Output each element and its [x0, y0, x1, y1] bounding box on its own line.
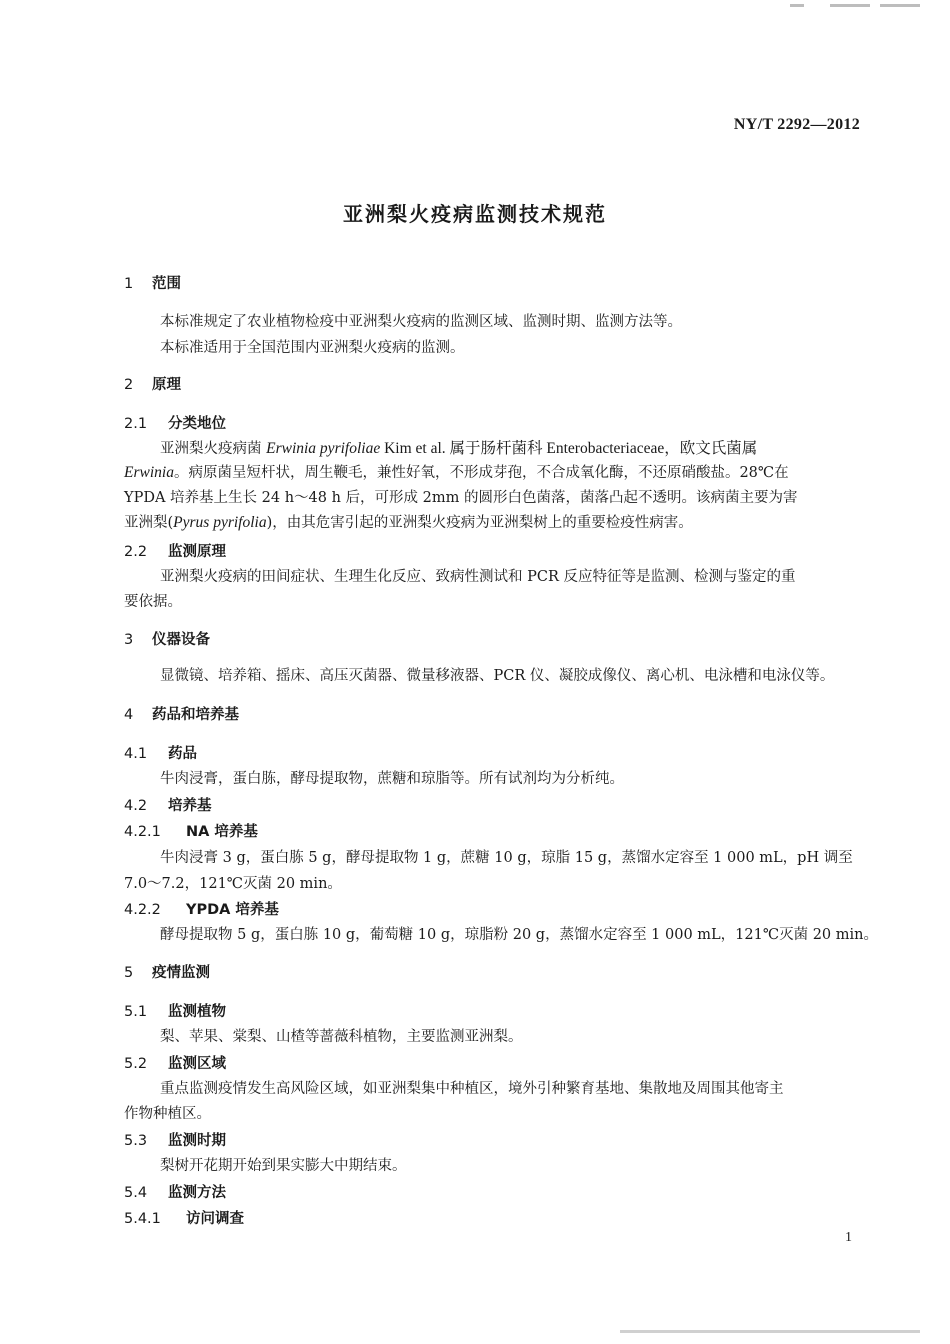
section-number: 4: [124, 707, 134, 723]
section-title: NA 培养基: [186, 824, 258, 840]
section-title: YPDA 培养基: [186, 902, 279, 918]
section-title: 培养基: [168, 798, 212, 814]
section-number: 4.2.2: [124, 902, 161, 918]
section-number: 5.2: [124, 1056, 148, 1072]
section-number: 2.2: [124, 544, 148, 560]
paragraph: 显微镜、培养箱、摇床、高压灭菌器、微量移液器、PCR 仪、凝胶成像仪、离心机、电泳槽和电泳仪等。: [160, 668, 835, 684]
paragraph-line: 亚洲梨(Pyrus pyrifolia)，由其危害引起的亚洲梨火疫病为亚洲梨树上的重要检疫性病害。: [124, 514, 693, 531]
subsection-heading: [124, 898, 279, 919]
scan-mark: [620, 1330, 920, 1333]
paragraph-line: 要依据。: [124, 594, 182, 610]
section-number: 5.4.1: [124, 1211, 161, 1227]
section-heading: [124, 373, 181, 394]
section-title: 监测时期: [168, 1133, 226, 1149]
section-heading: [124, 272, 181, 293]
section-number: 5: [124, 965, 134, 981]
subsection-heading: [124, 1207, 244, 1228]
section-number: 2.1: [124, 416, 148, 432]
subsection-heading: [124, 1129, 226, 1150]
paragraph-line: YPDA 培养基上生长 24 h～48 h 后，可形成 2mm 的圆形白色菌落，菌落凸起不透明。该病菌主要为害: [124, 490, 798, 506]
paragraph-line: Erwinia。病原菌呈短杆状，周生鞭毛，兼性好氧，不形成芽孢，不合成氧化酶，不还原硝酸盐。28℃在: [124, 464, 789, 481]
document-title: 亚洲梨火疫病监测技术规范: [343, 202, 607, 226]
scientific-name: Pyrus pyrifolia: [173, 514, 267, 531]
section-number: 4.2: [124, 798, 148, 814]
section-heading: [124, 961, 210, 982]
section-title: 仪器设备: [152, 632, 210, 648]
section-heading: [124, 703, 239, 724]
subsection-heading: [124, 794, 212, 815]
section-title: 原理: [152, 377, 181, 393]
paragraph: 梨、苹果、棠梨、山楂等蔷薇科植物，主要监测亚洲梨。: [160, 1029, 523, 1045]
section-number: 4.1: [124, 746, 148, 762]
section-heading: [124, 628, 210, 649]
paragraph-line: 7.0～7.2，121℃灭菌 20 min。: [124, 876, 342, 892]
section-title: 药品: [168, 746, 197, 762]
paragraph-line: 亚洲梨火疫病的田间症状、生理生化反应、致病性测试和 PCR 反应特征等是监测、检测与鉴定的重: [160, 569, 796, 585]
section-number: 3: [124, 632, 134, 648]
subsection-heading: [124, 742, 197, 763]
scientific-name: Erwinia pyrifoliae: [266, 440, 381, 457]
section-number: 2: [124, 377, 134, 393]
section-title: 范围: [152, 276, 181, 292]
section-title: 监测植物: [168, 1004, 226, 1020]
paragraph-line: 亚洲梨火疫病菌 Erwinia pyrifoliae Kim et al. 属于肠杆菌科 Enterobacteriaceae，欧文氏菌属: [160, 440, 758, 457]
subsection-heading: [124, 540, 226, 561]
paragraph-line: 牛肉浸膏 3 g，蛋白胨 5 g，酵母提取物 1 g，蔗糖 10 g，琼脂 15 g，蒸馏水定容至 1 000 mL，pH 调至: [160, 850, 853, 866]
section-title: 访问调查: [186, 1211, 244, 1227]
subsection-heading: [124, 1052, 226, 1073]
page-number: 1: [845, 1230, 852, 1245]
scientific-name: Erwinia: [124, 464, 174, 481]
section-title: 监测方法: [168, 1185, 226, 1201]
paragraph: 梨树开花期开始到果实膨大中期结束。: [160, 1158, 407, 1174]
section-title: 药品和培养基: [152, 707, 239, 723]
subsection-heading: [124, 1000, 226, 1021]
paragraph: 本标准规定了农业植物检疫中亚洲梨火疫病的监测区域、监测时期、监测方法等。: [160, 314, 682, 330]
subsection-heading: [124, 1181, 226, 1202]
paragraph-line: 作物种植区。: [124, 1106, 211, 1122]
section-title: 监测区域: [168, 1056, 226, 1072]
section-title: 疫情监测: [152, 965, 210, 981]
paragraph: 牛肉浸膏，蛋白胨，酵母提取物，蔗糖和琼脂等。所有试剂均为分析纯。: [160, 771, 624, 787]
standard-code: NY/T 2292—2012: [733, 116, 860, 133]
section-number: 1: [124, 276, 134, 292]
paragraph-line: 重点监测疫情发生高风险区域，如亚洲梨集中种植区，境外引种繁育基地、集散地及周围其他寄主: [160, 1081, 784, 1097]
section-number: 5.4: [124, 1185, 148, 1201]
section-title: 监测原理: [168, 544, 226, 560]
section-number: 4.2.1: [124, 824, 161, 840]
section-title: 分类地位: [168, 416, 226, 432]
scan-mark: [830, 4, 870, 7]
paragraph: 酵母提取物 5 g，蛋白胨 10 g，葡萄糖 10 g，琼脂粉 20 g，蒸馏水定容至 1 000 mL，121℃灭菌 20 min。: [160, 927, 878, 943]
section-number: 5.1: [124, 1004, 148, 1020]
paragraph: 本标准适用于全国范围内亚洲梨火疫病的监测。: [160, 340, 465, 356]
scan-mark: [880, 4, 920, 7]
scan-mark: [790, 4, 804, 7]
subsection-heading: [124, 412, 226, 433]
subsection-heading: [124, 820, 258, 841]
section-number: 5.3: [124, 1133, 148, 1149]
